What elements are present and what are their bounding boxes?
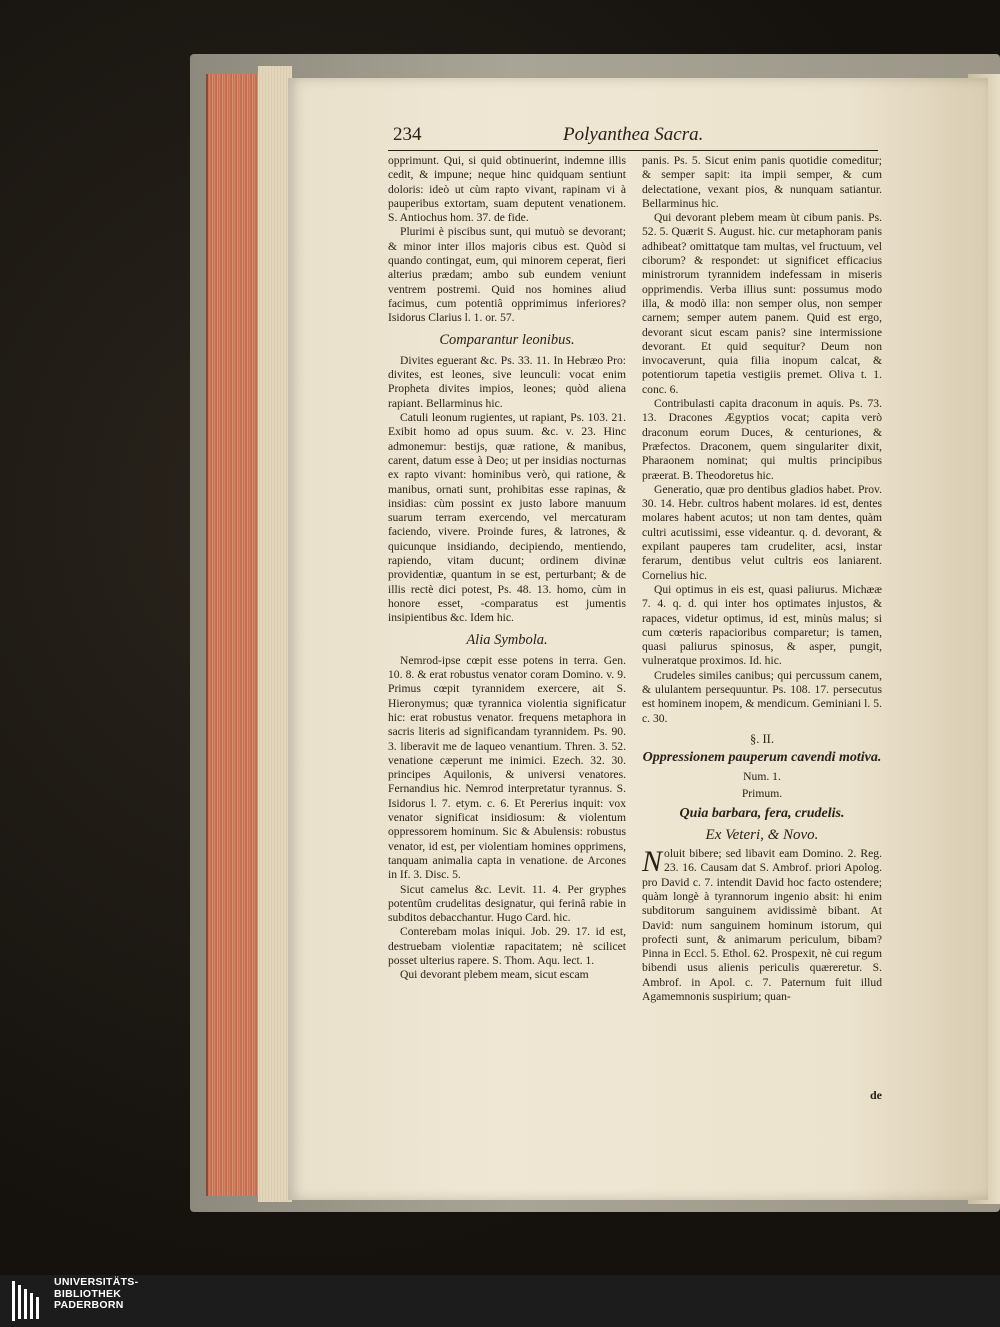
paragraph: Nemrod-ipse cœpit esse potens in terra. Gen. 10. 8. & erat robustus venator coram Domino. v. 9. Primus cœpit tyrannidem exercere, ait S. Hieronymus; quæ tyrannica violentia significatur hic: erat robustus venator. frequens metaphora in sacris literis ad significandam tyrannidem. Ps. 90. 3. liberavit me de laqueo venantium. Thren. 3. 52. venatione cæperunt me inimici. Ezech. 32. 30. principes Aquilonis, & universi venatores. Fernandius hic. Nemrod interpretatur tyrannus. S. Isidorus l. 7. etym. c. 6. Et Pererius inquit: vox venator significat insidiosum: & violentum oppressorem hominum. Sic & Abulensis: robustus venator, id est, per violentiam homines opprimens, tanquam animalia capta in venatione. de Arcones in If. 3. Disc. 5. — [388, 653, 626, 882]
section-heading: Alia Symbola. — [466, 631, 548, 648]
paragraph: Qui devorant plebem meam ùt cibum panis. Ps. 52. 5. Quærit S. August. hic. cur metaphoram panis adhibeat? omittatque tam multas, vel fructuum, vel ciborum? & respondet: ut significet efficacius ministrorum tyrannidem indefessam in miseris opprimendis. Verba illius sunt: possumus modo illa, & modò illa: non semper olus, non semper carnem; semper autem panem. Quid est ergo, devorant sicut escam panis? sine intermissione devorant. Et quid sequitur? Deum non invocaverunt, quia filia inopum calcat, & potentiorum tapetia vestigiis premet. Oliva t. 1. conc. 6. — [642, 211, 882, 396]
paragraph: Generatio, quæ pro dentibus gladios habet. Prov. 30. 14. Hebr. cultros habent molares. id est, dentes molares habent acutos; ut non tam dentes, quàm cultri acutissimi, esse videantur. q. d. devorant, & expilant pauperes tam crudeliter, acsi, instar ferarum, dentibus velut cultris eos laniarent. Cornelius hic. — [642, 482, 882, 582]
paragraph: Catuli leonum rugientes, ut rapiant, Ps. 103. 21. Exibit homo ad opus suum. &c. v. 23. Hinc admonemur: bestijs, quæ ratione, & manibus, carent, datum esse à Deo; ut per insidias nocturnas ex rapto vivant: hominibus verò, qui ratione, & manibus, ornati sunt, prohibitas esse rapinas, & insidias: cùm possint ex justo labore manuum suarum terram exercendo, vel mercaturam faciendo, vivere. Proinde fures, & latrones, & quicunque insidiando, decipiendo, mentiendo, rapiendo, vitam ducunt; ordinem divinæ providentiæ, quantum in se est, perturbant; & de illis rectè dici potest, Ps. 48. 13. homo, cùm in honore esset, -comparatus est jumentis insipientibus &c. Idem hic. — [388, 411, 626, 625]
page-leaves — [258, 66, 292, 1202]
paragraph: panis. Ps. 5. Sicut enim panis quotidie comeditur; & semper sapit: ita impii semper, & cum delectatione, vexant pios, & nunquam satiantur. Bellarminus hic. — [642, 154, 882, 210]
subheading: Ex Veteri, & Novo. — [705, 826, 819, 843]
paragraph — [642, 847, 882, 1004]
section-heading: Comparantur leonibus. — [439, 331, 575, 348]
catchword: de — [870, 1088, 882, 1102]
section-number: §. II. — [750, 731, 774, 746]
paragraph: Divites eguerant &c. Ps. 33. 11. In Hebræo Pro: divites, est leones, sive leunculi: vocat enim Propheta divites impios, leones; quòd aliena rapiant. Bellarminus hic. — [388, 353, 626, 410]
left-column — [388, 154, 626, 983]
num-label: Num. 1. — [743, 770, 781, 784]
library-logo-text — [54, 1277, 138, 1312]
paragraph: Crudeles similes canibus; qui percussum canem, & ululantem persequuntur. Ps. 108. 17. persecutus est hominem inopem, & mendicum. Geminiani l. 5. c. 30. — [642, 668, 882, 725]
paragraph: Qui optimus in eis est, quasi paliurus. Michææ 7. 4. q. d. qui inter hos optimates injustos, & rapaces, videtur optimus, id est, minùs malus; si cum cœteris rapacioribus comparetur; is tamen, quasi paliurus spinosus, & asper, pungit, vulneratque proximos. Id. hic. — [642, 582, 882, 668]
logo-line: PADERBORN — [54, 1299, 124, 1312]
page-edges-red — [206, 74, 260, 1196]
paragraph: Conterebam molas iniqui. Job. 29. 17. id est, destruebam violentiæ rapacitatem; nè scilicet posset ulterius rapere. S. Thom. Aqu. lect. 1. — [388, 925, 626, 968]
subheading: Quia barbara, fera, crudelis. — [679, 805, 845, 821]
paragraph: opprimunt. Qui, si quid obtinuerint, indemne illis cedit, & impune; neque hinc quidquam sentiunt doloris: ideò ut cùm rapto vivant, rapinam vi à pauperibus extortam, suam deputent venationem. S. Antiochus hom. 37. de fide. — [388, 154, 626, 225]
section-heading: Oppressionem pauperum cavendi motiva. — [642, 750, 882, 766]
logo-line: BIBLIOTHEK — [54, 1287, 122, 1300]
primum-label: Primum. — [741, 787, 783, 801]
running-title: Polyanthea Sacra. — [563, 124, 704, 145]
footer-bar — [0, 1275, 1000, 1327]
right-column — [642, 154, 882, 1004]
paragraph: Plurimi è piscibus sunt, qui mutuò se devorant; & minor inter illos majoris cibus est. Quòd si quando contingat, eum, qui minorem ceperat, fieri alterius prædam; ambo sub eundem veniunt ventrem postremi. Quid nos homines aliud facimus, cum potentiâ opprimimus inferiores? Isidorus Clarius l. 1. or. 57. — [388, 225, 626, 325]
page-header — [393, 124, 878, 150]
logo-line: UNIVERSITÄTS- — [54, 1276, 139, 1288]
drop-cap: N — [642, 845, 663, 879]
paragraph: Contribulasti capita draconum in aquis. Ps. 73. 13. Dracones Ægyptios vocat; capita verò draconum eorum Duces, & centuriones, & Præfectos. Draconem, quem singulariter dixit, Pharaonem nominat; qui multis principibus præerat. B. Theodoretus hic. — [642, 397, 882, 482]
paragraph: Qui devorant plebem meam, sicut escam — [400, 968, 589, 982]
header-rule — [388, 150, 878, 151]
paragraph: Sicut camelus &c. Levit. 11. 4. Per gryphes potentûm crudelitas designatur, qui ferinâ rabie in subditos debacchantur. Hugo Card. hic. — [388, 882, 626, 925]
page-number: 234 — [393, 124, 422, 145]
paragraph-text: oluit bibere; sed libavit eam Domino. 2. Reg. 23. 16. Causam dat S. Ambrof. priori Apolog. pro David c. 7. intendit David hoc facto ostendere; quàm longè à tyrannorum ingenio absit: hi enim subditorum sanguinem avidissimè bibant. At David: num sanguinem hominum istorum, qui profecti sunt, & animarum periculum, bibam? Pinna in Eccl. 5. Ethol. 62. Prospexit, nè cui regum bibendi usus alienis periculis quæreretur. S. Ambrof. in Apol. c. 7. Paternum fuit illud Agamemnonis suspirium; quan- — [642, 847, 882, 1004]
library-logo-icon — [12, 1281, 44, 1321]
